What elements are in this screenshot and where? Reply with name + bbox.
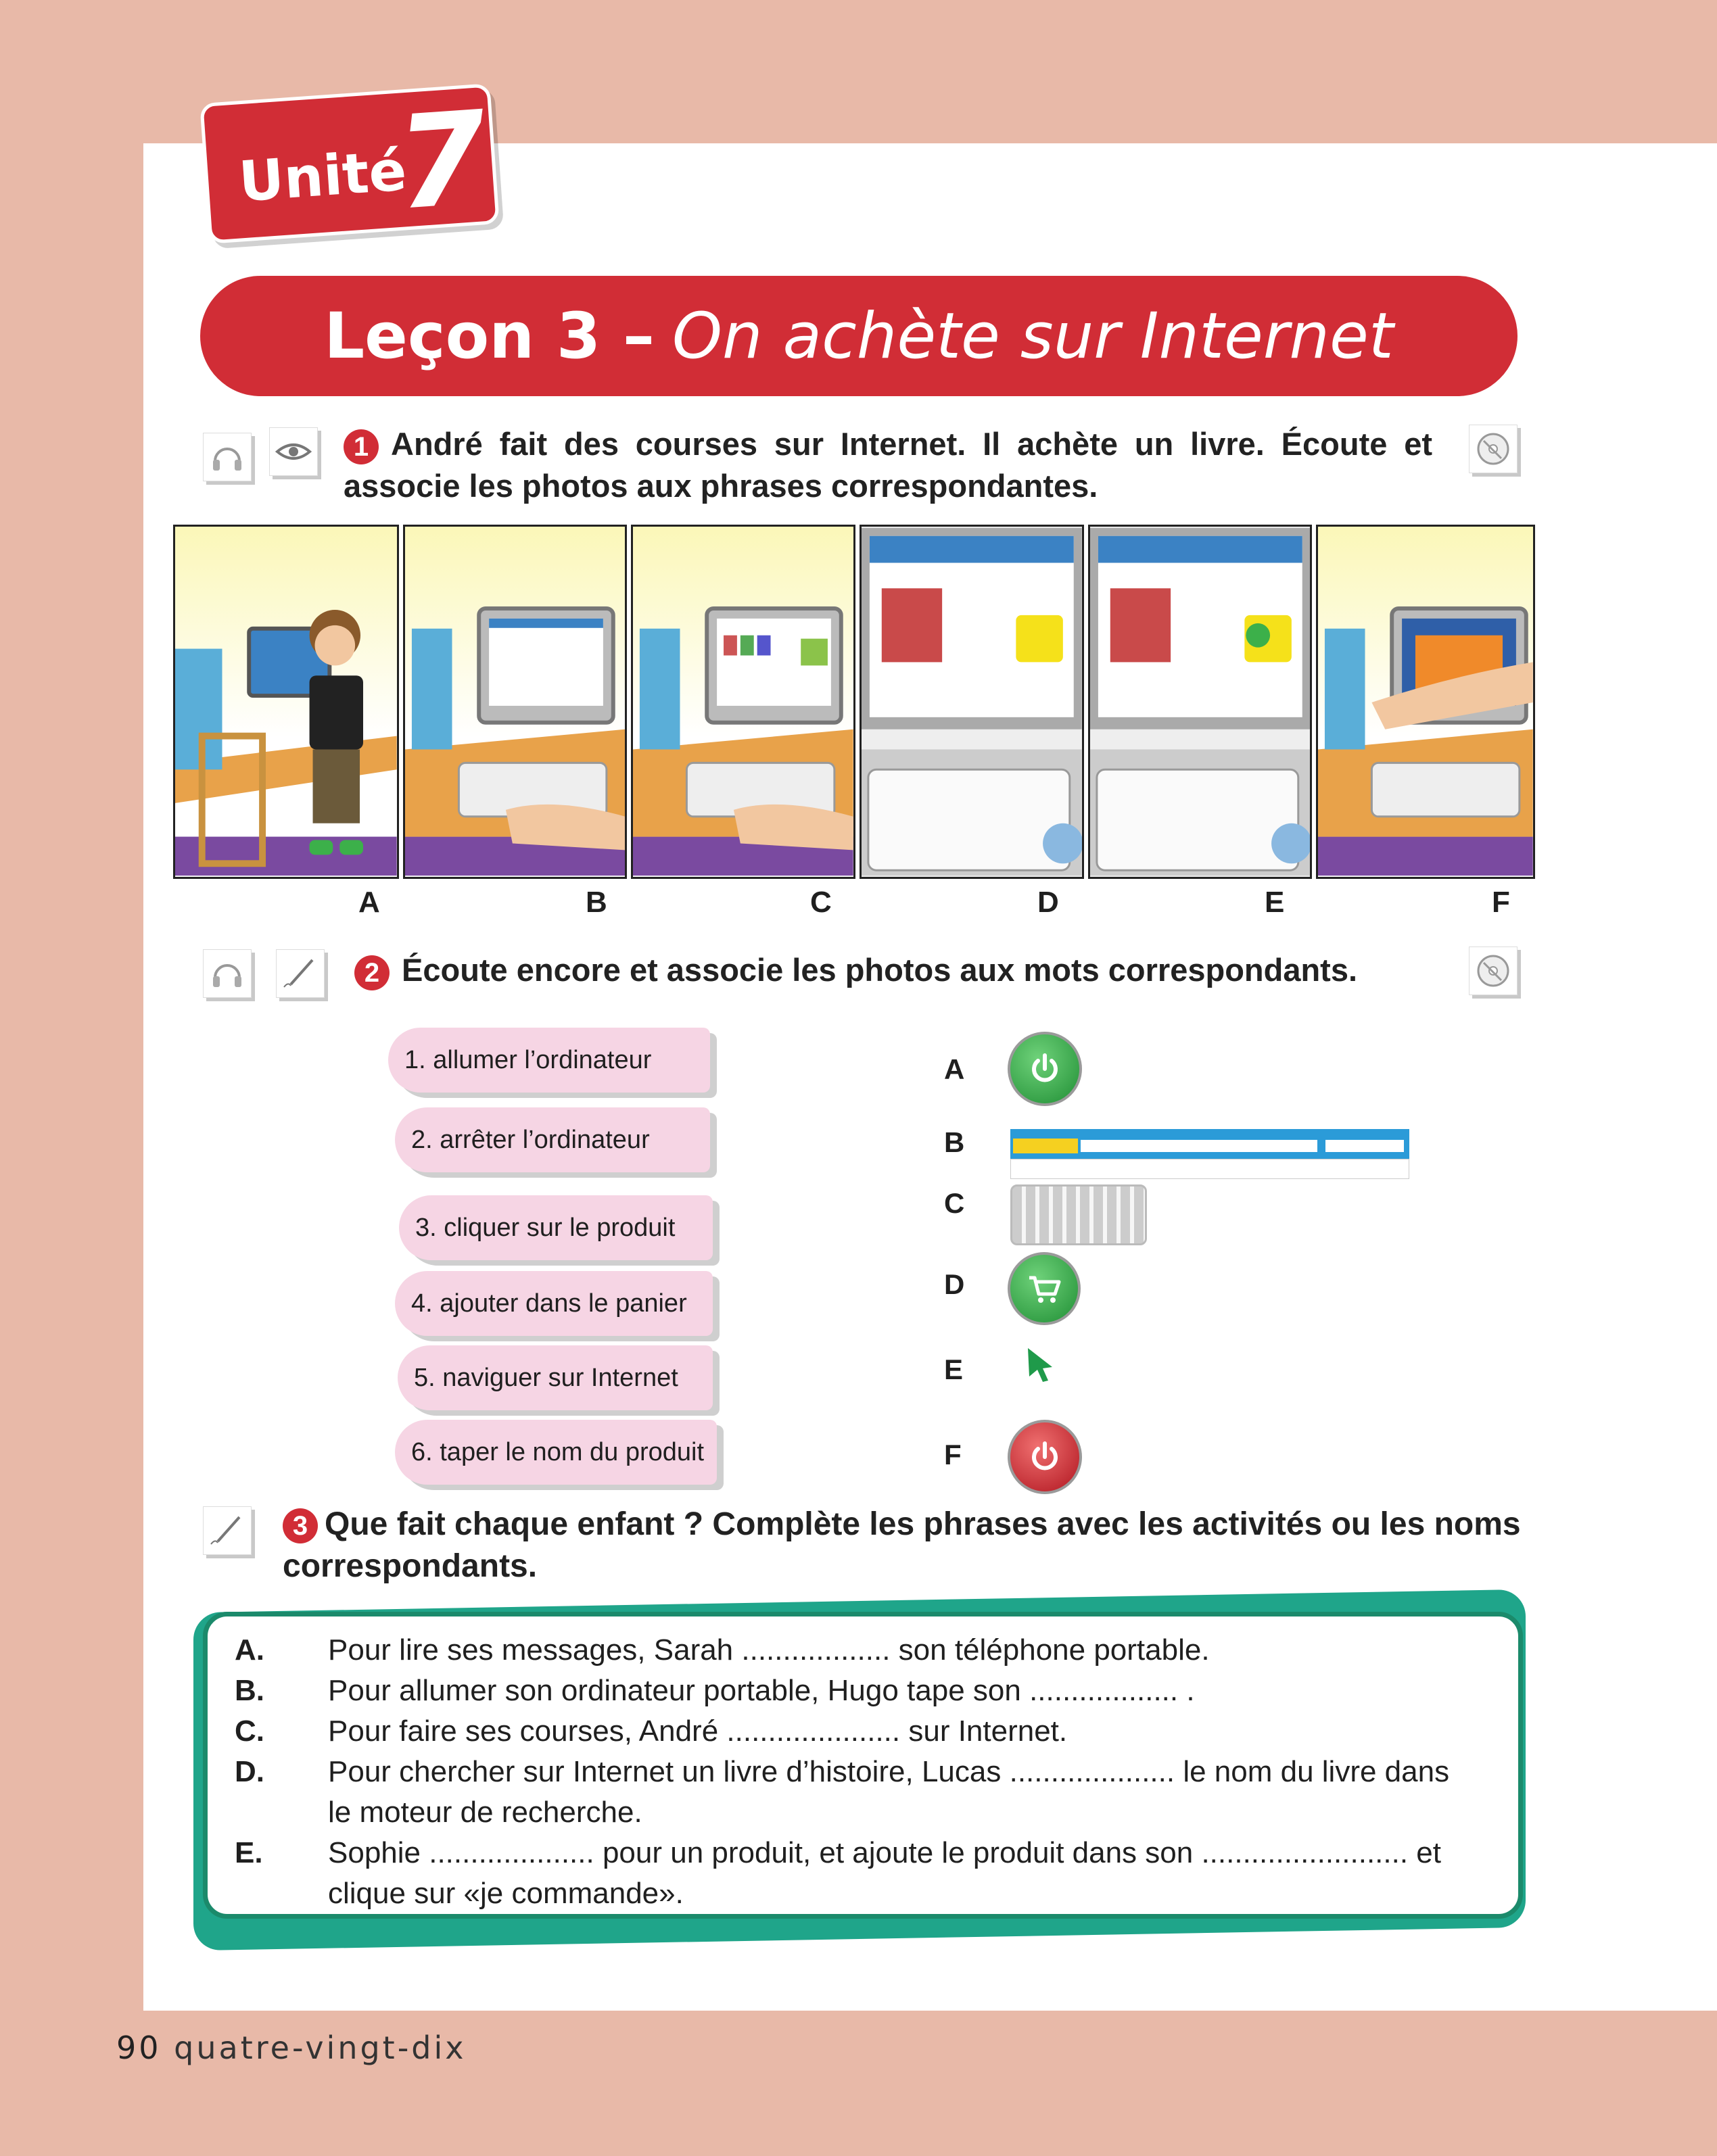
ex3-item-letter: C. xyxy=(235,1715,264,1748)
panel-label-b: B xyxy=(586,886,607,919)
power-off-icon xyxy=(1008,1420,1082,1494)
headphones-icon xyxy=(203,433,252,481)
unit-word: Unité xyxy=(237,139,409,215)
ex2-number: 2 xyxy=(354,955,390,990)
page-number-words: quatre-vingt-dix xyxy=(174,2030,467,2066)
keyboard-icon xyxy=(1010,1184,1147,1245)
panel-f-illustration xyxy=(1318,527,1533,877)
ex3-item-letter: E. xyxy=(235,1836,263,1869)
panel-d-illustration xyxy=(862,527,1082,877)
ex3-item-text: Pour chercher sur Internet un livre d’histoire, Lucas .................... le nom du livre dans le moteur de recherche. xyxy=(328,1755,1450,1829)
page-footer xyxy=(116,2030,467,2066)
choice-letter-a: A xyxy=(944,1053,965,1085)
panel-f xyxy=(1316,525,1535,879)
phrase-4: 4. ajouter dans le panier xyxy=(395,1271,713,1336)
mouse-cursor-icon xyxy=(1025,1347,1058,1383)
ex3-number: 3 xyxy=(283,1508,318,1543)
panel-label-a: A xyxy=(358,886,380,919)
phrase-6: 6. taper le nom du produit xyxy=(395,1420,717,1485)
choice-letter-c: C xyxy=(944,1187,965,1219)
phrase-1: 1. allumer l’ordinateur xyxy=(388,1028,710,1093)
unit-number: 7 xyxy=(392,83,492,239)
panel-b-illustration xyxy=(405,527,626,877)
pencil-icon xyxy=(203,1506,252,1555)
ex3-item-letter: B. xyxy=(235,1674,264,1707)
ex1-number: 1 xyxy=(344,429,379,464)
ex2-instruction xyxy=(354,949,1357,991)
ex1-instruction-text: André fait des courses sur Internet. Il achète un livre. Écoute et associe les photos aux phrases correspondantes. xyxy=(344,426,1432,504)
panel-label-d: D xyxy=(1037,886,1059,919)
choice-letter-f: F xyxy=(944,1439,962,1470)
ex1-instruction xyxy=(344,423,1432,507)
panel-d xyxy=(860,525,1084,879)
lesson-title: On achète sur Internet xyxy=(672,299,1394,373)
lesson-title-banner xyxy=(200,276,1518,396)
panel-label-f: F xyxy=(1492,886,1510,919)
power-on-icon xyxy=(1008,1032,1082,1106)
panel-label-e: E xyxy=(1265,886,1285,919)
ex3-item-letter: D. xyxy=(235,1755,264,1788)
panel-c-illustration xyxy=(633,527,853,877)
panel-c xyxy=(631,525,855,879)
phrase-5: 5. naviguer sur Internet xyxy=(398,1345,713,1410)
panel-b xyxy=(403,525,628,879)
panel-e xyxy=(1088,525,1313,879)
ex2-instruction-text: Écoute encore et associe les photos aux mots correspondants. xyxy=(402,952,1358,988)
comic-strip xyxy=(173,525,1535,878)
page-number: 90 xyxy=(116,2030,162,2066)
ex3-item-text: Pour lire ses messages, Sarah .................. son téléphone portable. xyxy=(328,1633,1210,1667)
panel-a-illustration xyxy=(175,527,397,877)
panel-a xyxy=(173,525,399,879)
panel-e-illustration xyxy=(1090,527,1311,877)
choice-letter-e: E xyxy=(944,1354,964,1385)
ex3-instruction-text: Que fait chaque enfant ? Complète les phrases avec les activités ou les noms correspondants. xyxy=(283,1506,1521,1584)
cd-icon xyxy=(1469,947,1518,995)
lesson-number: Leçon 3 – xyxy=(324,299,655,373)
eye-icon xyxy=(269,427,318,476)
unit-badge xyxy=(199,83,499,243)
cd-icon xyxy=(1469,425,1518,473)
phrase-3: 3. cliquer sur le produit xyxy=(399,1195,713,1260)
shopping-cart-icon xyxy=(1008,1252,1081,1325)
browser-toolbar-icon xyxy=(1010,1129,1409,1179)
ex3-item-text: Sophie .................... pour un produit, et ajoute le produit dans son ......................... et clique sur «je commande». xyxy=(328,1836,1441,1910)
pencil-icon xyxy=(276,949,325,998)
phrase-2: 2. arrêter l’ordinateur xyxy=(395,1107,710,1172)
ex3-item-letter: A. xyxy=(235,1633,264,1667)
panel-label-c: C xyxy=(810,886,832,919)
choice-letter-b: B xyxy=(944,1126,965,1158)
exercise-3-box xyxy=(203,1612,1523,1919)
ex3-item-text: Pour allumer son ordinateur portable, Hugo tape son .................. . xyxy=(328,1674,1195,1707)
ex3-instruction xyxy=(283,1504,1534,1587)
ex3-item-text: Pour faire ses courses, André ..................... sur Internet. xyxy=(328,1715,1068,1748)
choice-letter-d: D xyxy=(944,1268,965,1300)
headphones-icon xyxy=(203,949,252,998)
